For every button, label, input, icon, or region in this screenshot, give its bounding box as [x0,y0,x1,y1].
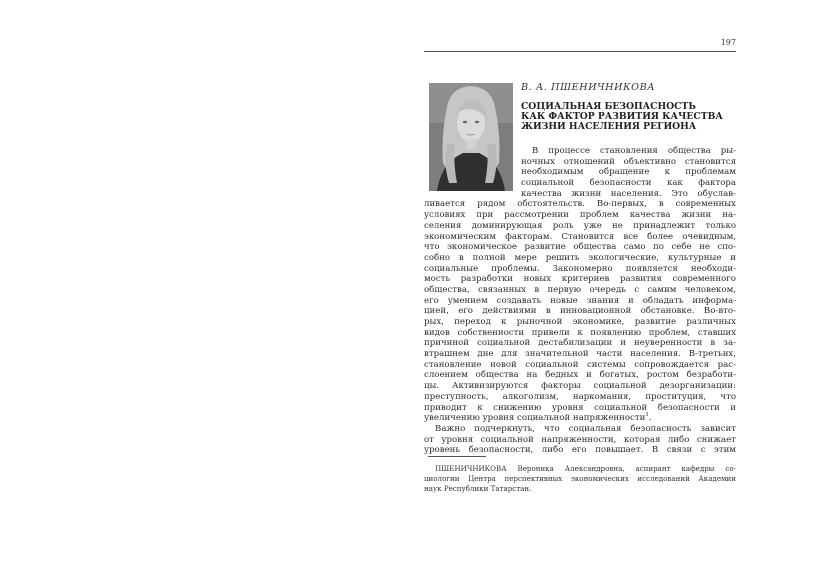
body-line: условиях при рассмотрении проблем качества жизни на- [424,210,736,221]
footnote-line: циологии Центра перспективных экономических исследований Академии [424,474,736,483]
body-line: Важно подчеркнуть, что социальная безопасность зависит [435,423,736,434]
title-line: КАК ФАКТОР РАЗВИТИЯ КАЧЕСТВА [521,111,723,122]
body-line: рых, переход к рыночной экономике, развитие различных [424,317,736,327]
body-line: цы. Активизируются факторы социальной дезорганизации: [424,381,736,392]
book-page [424,38,736,558]
body-line: мость разработки новых критериев развития современного [424,274,736,285]
body-line: собно в полной мере решить экологические, культурные и [424,252,736,263]
body-line: причиной социальной дестабилизации и неуверенности в за- [424,338,736,349]
body-line: цией, его действиями в инновационной обстановке. Во-вто- [424,306,736,317]
body-line: видов собственности привели к появлению проблем, ставших [424,327,736,338]
body-line: необходимым обращение к проблемам [521,167,736,178]
header-rule [424,51,736,52]
body-line: преступность, алкоголизм, наркомания, проституция, что [424,391,736,402]
body-line: становление новой социальной системы сопровождается рас- [424,359,736,370]
body-line: уровень безопасности, либо его повышает. В связи с этим [424,445,736,456]
body-line: что экономическое развитие общества само по себе не спо- [424,242,736,253]
body-line: приводит к снижению уровня социальной безопасности и [424,402,736,413]
footnote-rule [428,456,486,457]
body-line-text: увеличению уровня социальной напряженности [424,413,646,424]
body-line: ночных отношений объективно становится [521,156,736,167]
footnote-line: наук Республики Татарстан. [424,484,532,493]
body-line: общества, связанных в первую очередь с самим человеком, [424,284,736,295]
body-line: селения доминирующая роль уже не принадлежит только [424,220,736,231]
body-line: экономическим факторам. Становится все более очевидным, [424,231,736,242]
footnote-marker: 1 [645,412,649,419]
body-line: ливается рядом обстоятельств. Во-первых, в современных [424,199,736,210]
article-title [521,102,741,132]
body-line: слоением общества на бедных и богатых, ростом безработи- [424,370,736,381]
author-name: В. А. ПШЕНИЧНИКОВА [521,82,656,93]
body-line: от уровня социальной напряженности, которая либо снижает [424,434,736,445]
title-line: СОЦИАЛЬНАЯ БЕЗОПАСНОСТЬ [521,101,696,112]
author-footnote [424,464,736,494]
body-line: втрашнем дне для значительной части населения. В-третьих, [424,349,736,360]
body-line: качества жизни населения. Это обуслав- [521,188,736,199]
article-body [424,146,736,456]
page-number: 197 [720,38,736,47]
body-line: социальные проблемы. Закономерно появляется необходи- [424,263,736,274]
title-line: ЖИЗНИ НАСЕЛЕНИЯ РЕГИОНА [521,121,697,132]
body-line: В процессе становления общества ры- [532,146,736,156]
body-line: его умением создавать новые знания и обладать информа- [424,295,736,306]
body-line-with-footnote: увеличению уровня социальной напряженности$^1$. [424,412,652,424]
footnote-line: ПШЕНИЧНИКОВА Вероника Александровна, аспирант кафедры со- [435,464,736,473]
body-line: социальной безопасности как фактора [521,178,736,189]
